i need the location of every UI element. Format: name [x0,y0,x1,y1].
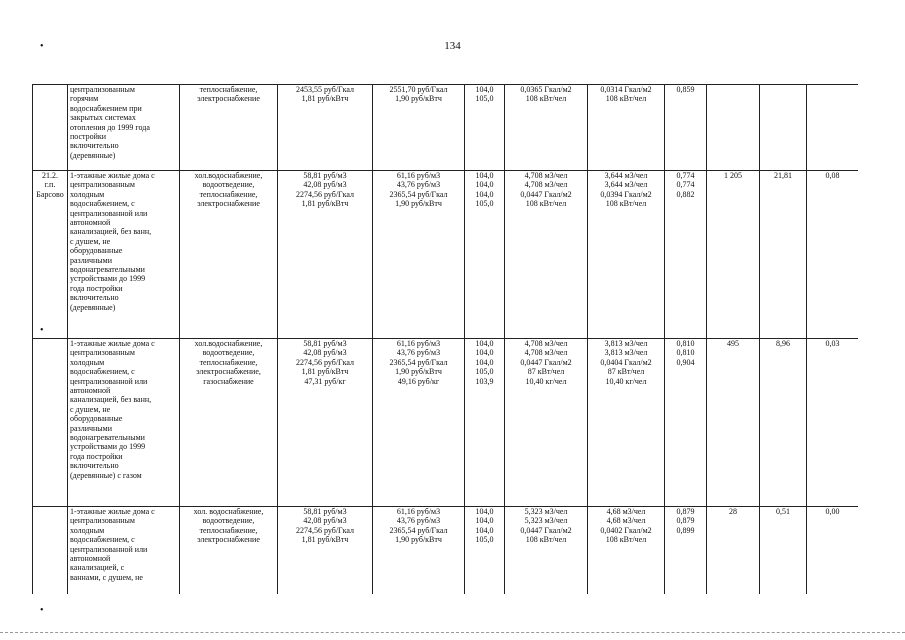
norm-new-cell: 0,0314 Гкал/м2 108 кВт/чел [588,85,665,171]
services-cell: хол. водоснабжение, водоотведение, теплоснабжение, электроснабжение [180,507,278,595]
coefficient-cell: 0,879 0,879 0,899 [665,507,707,595]
tariff-old-cell: 58,81 руб/м3 42,08 руб/м3 2274,56 руб/Гкал 1,81 руб/кВтч 47,31 руб/кг [278,339,373,507]
page-number: 134 [444,40,461,52]
norm-old-cell: 5,323 м3/чел 5,323 м3/чел 0,0447 Гкал/м2 108 кВт/чел [505,507,588,595]
norm-new-cell: 3,644 м3/чел 3,644 м3/чел 0,0394 Гкал/м2 108 кВт/чел [588,171,665,339]
norm-new-cell: 4,68 м3/чел 4,68 м3/чел 0,0402 Гкал/м2 108 кВт/чел [588,507,665,595]
row-number-cell [33,85,68,171]
sum2-cell: 0,03 [807,339,859,507]
table-row [33,171,859,339]
norm-old-cell: 4,708 м3/чел 4,708 м3/чел 0,0447 Гкал/м2 87 кВт/чел 10,40 кг/чел [505,339,588,507]
index-cell: 104,0 105,0 [465,85,505,171]
tariff-table [32,84,858,594]
norm-old-cell: 0,0365 Гкал/м2 108 кВт/чел [505,85,588,171]
tariff-old-cell: 2453,55 руб/Гкал 1,81 руб/кВтч [278,85,373,171]
margin-dot: • [40,605,44,616]
tariff-old-cell: 58,81 руб/м3 42,08 руб/м3 2274,56 руб/Гкал 1,81 руб/кВтч [278,507,373,595]
services-cell: теплоснабжение, электроснабжение [180,85,278,171]
tariff-new-cell: 61,16 руб/м3 43,76 руб/м3 2365,54 руб/Гкал 1,90 руб/кВтч 49,16 руб/кг [373,339,465,507]
sum1-cell: 21,81 [760,171,807,339]
table-row [33,339,859,507]
index-cell: 104,0 104,0 104,0 105,0 [465,171,505,339]
services-cell: хол.водоснабжение, водоотведение, теплоснабжение, электроснабжение [180,171,278,339]
row-number-cell: 21.2. г.п. Барсово [33,171,68,339]
sum1-cell [760,85,807,171]
count-cell [707,85,760,171]
table-row [33,507,859,595]
tariff-old-cell: 58,81 руб/м3 42,08 руб/м3 2274,56 руб/Гкал 1,81 руб/кВтч [278,171,373,339]
tariff-new-cell: 61,16 руб/м3 43,76 руб/м3 2365,54 руб/Гкал 1,90 руб/кВтч [373,507,465,595]
count-cell: 495 [707,339,760,507]
table-row [33,85,859,171]
coefficient-cell: 0,810 0,810 0,904 [665,339,707,507]
description-cell: 1-этажные жилые дома с централизованным холодным водоснабжением, с централизованной или автономной канализацией, без ванн, с душем, не оборудованные различными водонагревательными устройствами до 1999 года постройки включительно (деревянные) с газом [68,339,180,507]
row-number-cell [33,507,68,595]
count-cell: 28 [707,507,760,595]
table-frame [32,84,858,594]
margin-dot: • [40,325,44,336]
norm-old-cell: 4,708 м3/чел 4,708 м3/чел 0,0447 Гкал/м2 108 кВт/чел [505,171,588,339]
description-cell: централизованным горячим водоснабжением при закрытых системах отопления до 1999 года постройки включительно (деревянные) [68,85,180,171]
coefficient-cell: 0,774 0,774 0,882 [665,171,707,339]
sum1-cell: 0,51 [760,507,807,595]
sum2-cell [807,85,859,171]
services-cell: хол.водоснабжение, водоотведение, теплоснабжение, электроснабжение, газоснабжение [180,339,278,507]
coefficient-cell: 0,859 [665,85,707,171]
row-number-cell [33,339,68,507]
index-cell: 104,0 104,0 104,0 105,0 [465,507,505,595]
tariff-new-cell: 61,16 руб/м3 43,76 руб/м3 2365,54 руб/Гкал 1,90 руб/кВтч [373,171,465,339]
sum1-cell: 8,96 [760,339,807,507]
sum2-cell: 0,00 [807,507,859,595]
count-cell: 1 205 [707,171,760,339]
sum2-cell: 0,08 [807,171,859,339]
index-cell: 104,0 104,0 104,0 105,0 103,9 [465,339,505,507]
margin-dot: • [40,41,44,52]
description-cell: 1-этажные жилые дома с централизованным холодным водоснабжением, с централизованной или автономной канализацией, с ваннами, с душем, не [68,507,180,595]
tariff-new-cell: 2551,70 руб/Гкал 1,90 руб/кВтч [373,85,465,171]
norm-new-cell: 3,813 м3/чел 3,813 м3/чел 0,0404 Гкал/м2 87 кВт/чел 10,40 кг/чел [588,339,665,507]
page-bottom-edge [0,632,905,633]
description-cell: 1-этажные жилые дома с централизованным холодным водоснабжением, с централизованной или автономной канализацией, без ванн, с душем, не оборудованные различными водонагревательными устройствами до 1999 года постройки включительно (деревянные) [68,171,180,339]
